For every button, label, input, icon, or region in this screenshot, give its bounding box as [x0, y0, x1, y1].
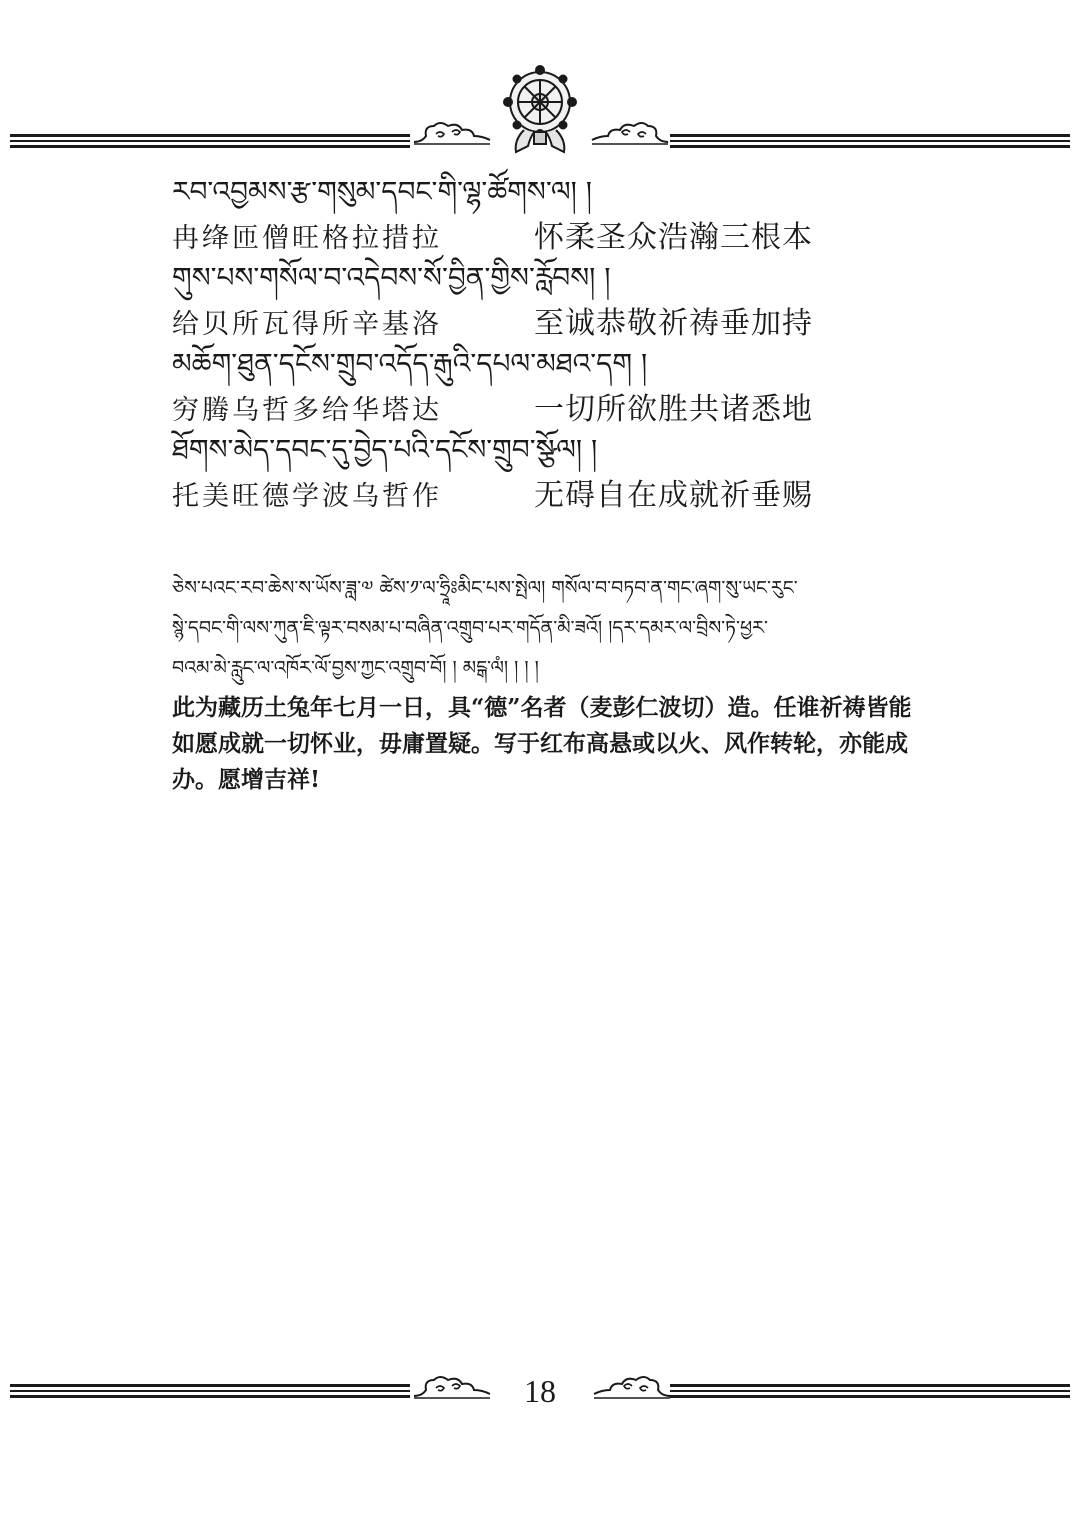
verse-translation: 怀柔圣众浩瀚三根本	[534, 220, 813, 255]
dharma-wheel-icon	[494, 62, 586, 154]
colophon-tibetan	[172, 568, 912, 688]
colophon-line: སྙེ་དབང་གི་ལས་ཀུན་ཇི་ལྟར་བསམ་པ་བཞིན་འགྲུབ་པར་གདོན་མི་ཟའོ། །དར་དམར་ལ་བྲིས་ཏེ་ཕྱར་	[172, 617, 768, 639]
verse-1	[172, 172, 912, 254]
left-cloud-icon	[412, 118, 492, 148]
verse-translation: 一切所欲胜共诸悉地	[534, 392, 813, 427]
verse-tibetan: རབ་འབྱམས་རྩ་གསུམ་དབང་གི་ལྷ་ཚོགས་ལ། །	[172, 175, 592, 208]
colophon-note: 此为藏历土兔年七月一日，具“德”名者（麦彭仁波切）造。任谁祈祷皆能如愿成就一切怀业，毋庸置疑。写于红布高悬或以火、风作转轮，亦能成办。愿增吉祥!	[172, 694, 912, 793]
verse-tibetan: མཆོག་ཐུན་དངོས་གྲུབ་འདོད་རྒུའི་དཔལ་མཐའ་དག །	[172, 347, 648, 380]
verse-phonetic: 给贝所瓦得所辛基洛	[172, 309, 442, 340]
colophon-line: བའམ་མེ་རླུང་ལ་འཁོར་ལོ་བྱས་ཀྱང་འགྲུབ་བོ། ། མངྒ་ལཾ། ། ། །	[172, 657, 539, 679]
verse-phonetic: 托美旺德学波乌哲作	[172, 481, 442, 512]
verse-phonetic: 穷腾乌哲多给华塔达	[172, 395, 442, 426]
footer-ornament	[10, 1366, 1070, 1416]
verse-4	[172, 430, 912, 512]
verse-2	[172, 258, 912, 340]
colophon-line: ཅེས་པའང་རབ་ཆེས་ས་ཡོས་ཟླ་༧ ཚེས་༡་ལ་ཧྲཱིཿམིང་པས་སྤེལ། གསོལ་བ་བཏབ་ན་གང་ཞག་སུ་ཡང་རུང་	[172, 577, 798, 599]
verse-translation: 无碍自在成就祈垂赐	[534, 478, 813, 513]
page-number: 18	[524, 1373, 556, 1409]
right-cloud-icon	[590, 118, 670, 148]
verse-phonetic: 冉绛匝僧旺格拉措拉	[172, 223, 442, 254]
verse-tibetan: གུས་པས་གསོལ་བ་འདེབས་སོ་བྱིན་གྱིས་རློབས། །	[172, 261, 611, 294]
verse-translation: 至诚恭敬祈祷垂加持	[534, 306, 813, 341]
verse-tibetan: ཐོགས་མེད་དབང་དུ་བྱེད་པའི་དངོས་གྲུབ་སྩོལ། །	[172, 433, 598, 466]
verse-3	[172, 344, 912, 426]
